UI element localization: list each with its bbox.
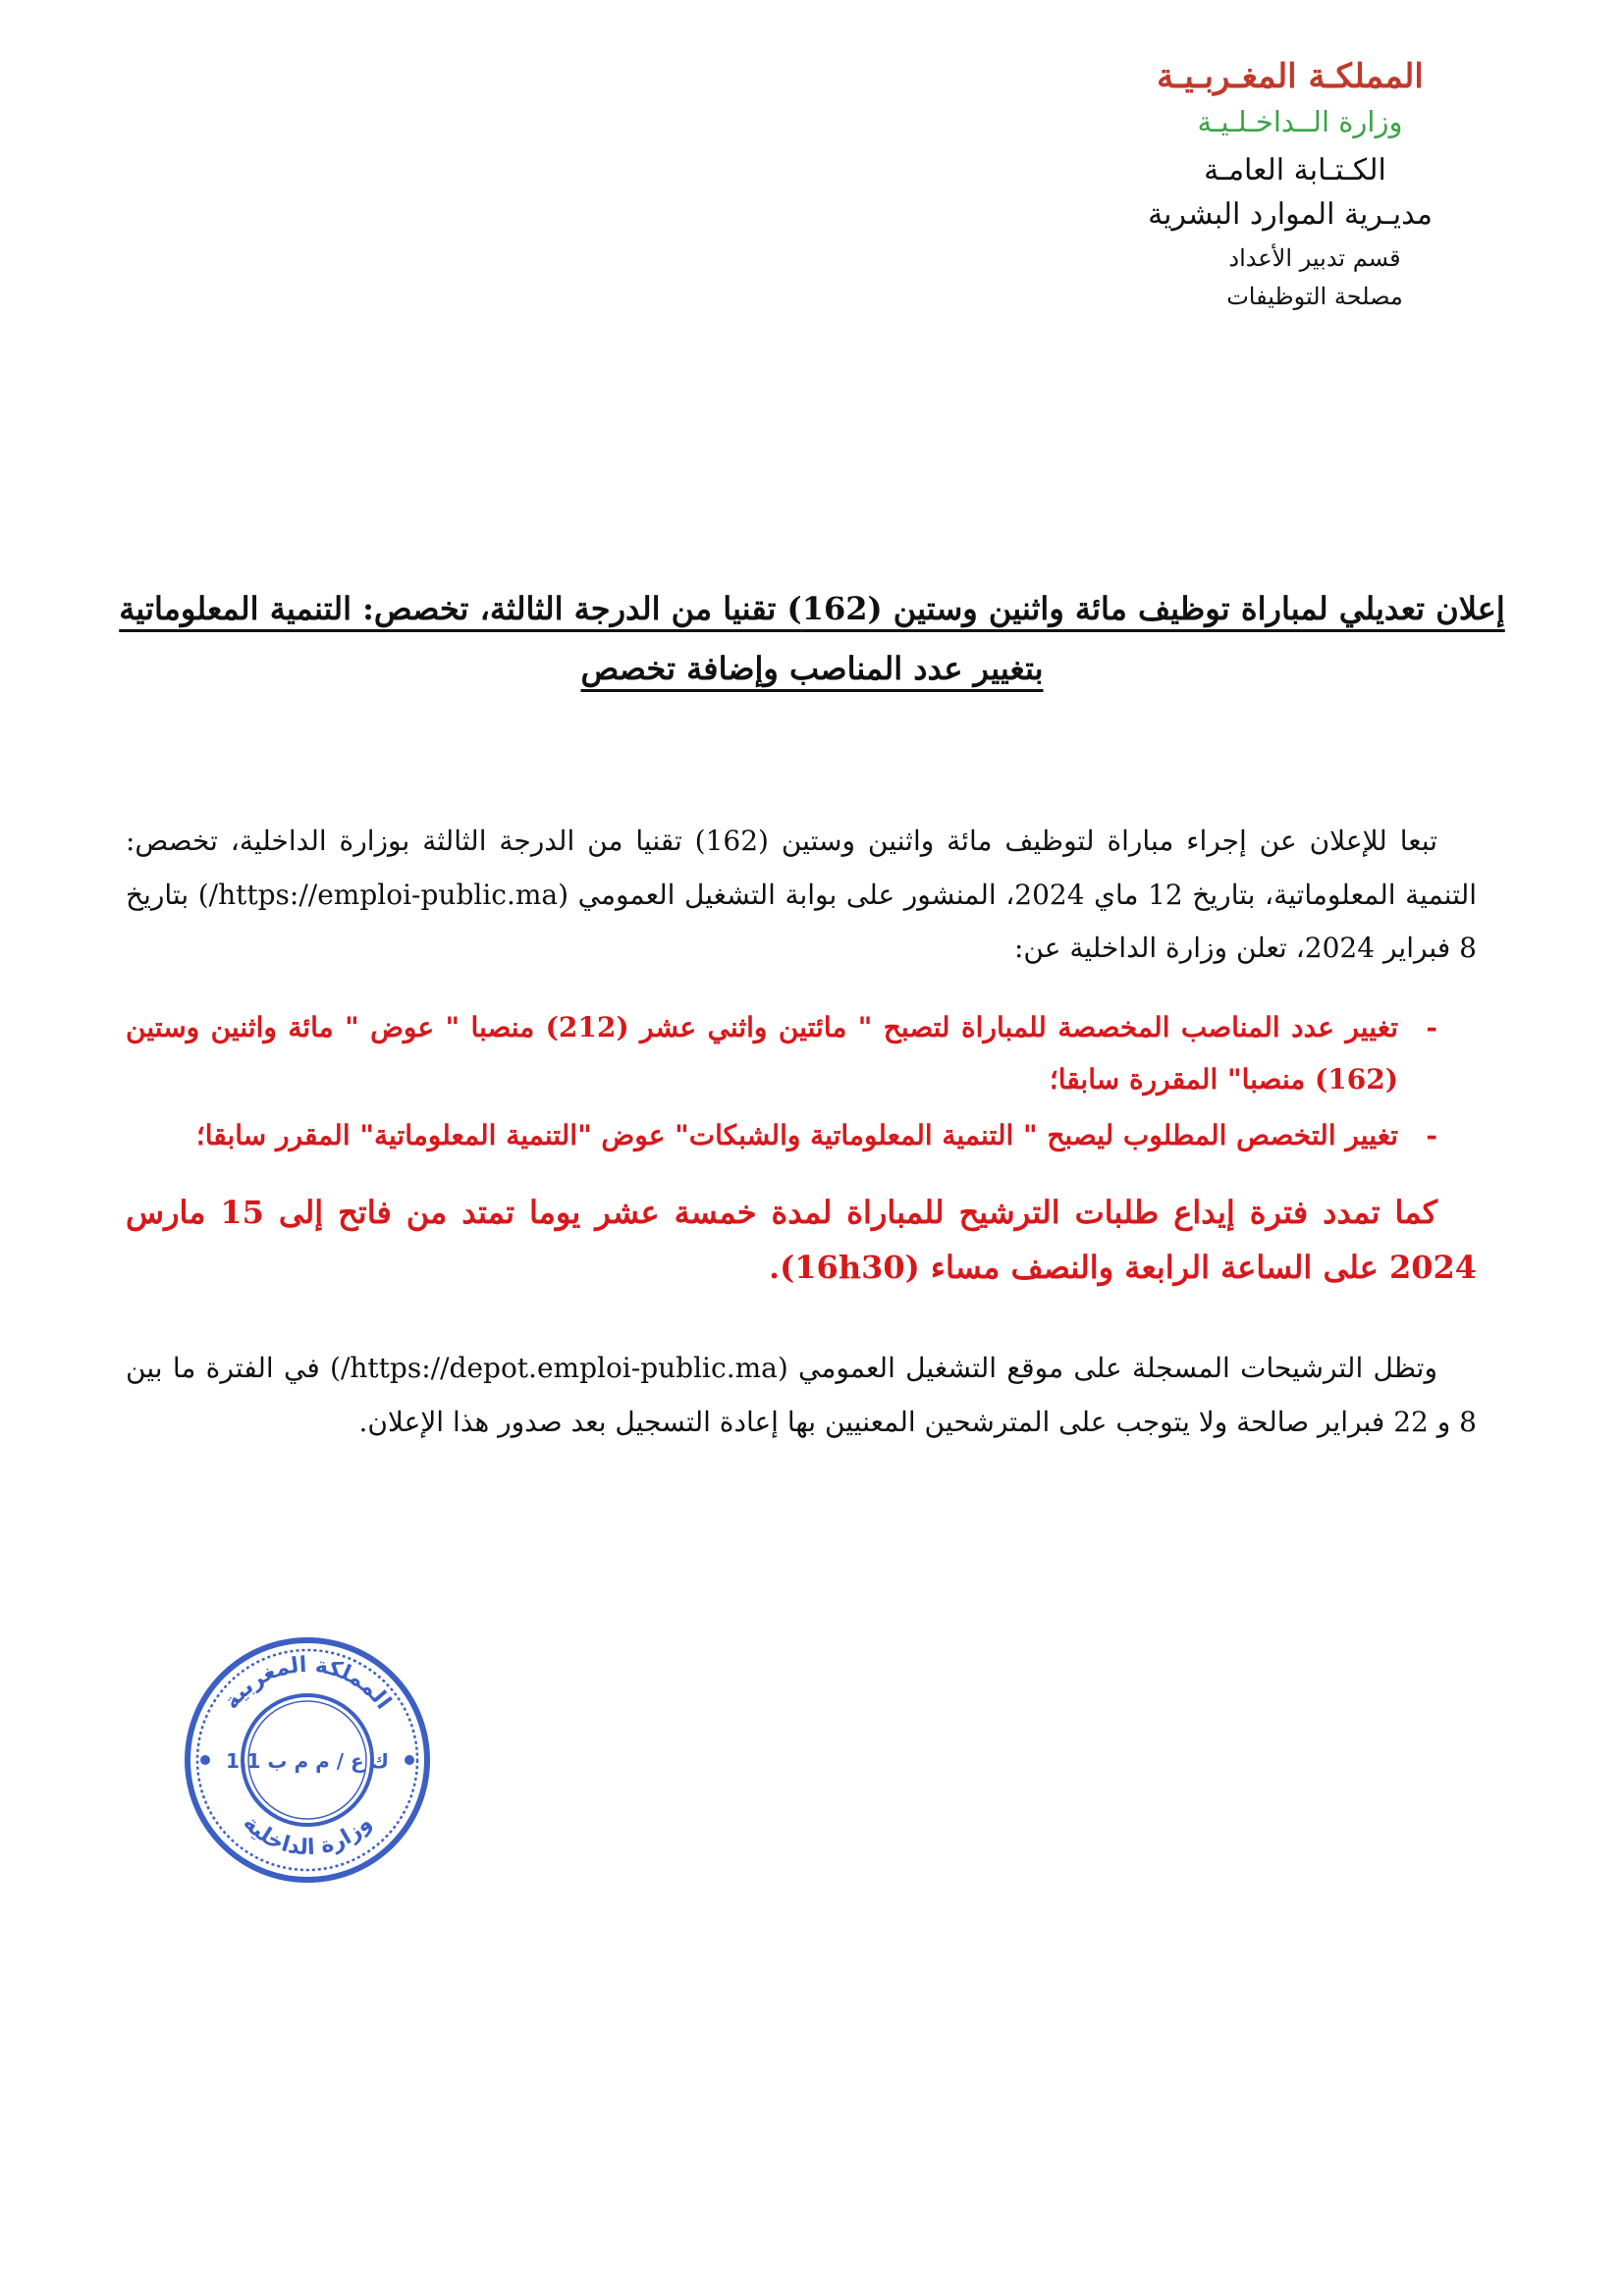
announcement-body <box>126 815 1477 1450</box>
division-name: قسم تدبير الأعداد <box>1228 243 1401 272</box>
secretariat-name: الكـتـابة العامـة <box>1204 152 1386 187</box>
svg-text:المملكة المغربية <box>219 1653 396 1714</box>
stamp-top-text: المملكة المغربية <box>219 1652 396 1715</box>
intro-paragraph: تبعا للإعلان عن إجراء مباراة لتوظيف مائة واثنين وستين (162) تقنيا من الدرجة الثالثة بوزارة الداخلية، تخصص: التنمية المعلوماتية، بتاريخ 12 ماي 2024، المنشور على بوابة التشغيل العمومي (https://emploi-public.ma/) بتاريخ 8 فبراير 2024، تعلن وزارة الداخلية عن: <box>126 825 1478 965</box>
list-item-text: تغيير التخصص المطلوب ليصبح " التنمية المعلوماتية والشبكات" عوض "التنمية المعلوماتية" المقرر سابقا؛ <box>195 1119 1398 1152</box>
list-item <box>126 1001 1437 1105</box>
list-item <box>126 1109 1437 1161</box>
title-line-1: إعلان تعديلي لمباراة توظيف مائة واثنين وستين (162) تقنيا من الدرجة الثالثة، تخصص: التنمية المعلوماتية <box>119 590 1505 627</box>
extension-paragraph: كما تمدد فترة إيداع طلبات الترشيح للمباراة لمدة خمسة عشر يوما تمتد من فاتح إلى 15 مارس 2024 على الساعة الرابعة والنصف مساء (16h30). <box>126 1194 1477 1287</box>
stamp-bottom-text: وزارة الداخلية <box>238 1810 377 1861</box>
kingdom-name: المملكـة المغـربـيـة <box>1157 57 1424 96</box>
list-item-text: تغيير عدد المناصب المخصصة للمباراة لتصبح " مائتين واثني عشر (212) منصبا " عوض " مائة واثنين وستين (162) منصبا" المقررة سابقا؛ <box>126 1010 1398 1095</box>
closing-paragraph: وتظل الترشيحات المسجلة على موقع التشغيل العمومي (https://depot.emploi-public.ma/) في الفترة ما بين 8 و 22 فبراير صالحة ولا يتوجب على المترشحين المعنيين بها إعادة التسجيل بعد صدور هذا الإعلان. <box>126 1352 1477 1438</box>
announcement-title <box>118 579 1506 699</box>
dash-bullet: - <box>1426 1010 1437 1043</box>
dash-bullet: - <box>1426 1119 1437 1152</box>
title-line-2: بتغيير عدد المناصب وإضافة تخصص <box>580 649 1044 687</box>
official-stamp <box>180 1632 435 1888</box>
letterhead <box>1104 55 1477 312</box>
directorate-name: مديـرية الموارد البشرية <box>1148 196 1433 232</box>
stamp-center-text: ك ع / م م ب 1.1 <box>226 1749 389 1773</box>
changes-list <box>126 1001 1477 1162</box>
service-name: مصلحة التوظيفات <box>1226 283 1403 311</box>
stamp-seal-icon <box>180 1632 435 1888</box>
ministry-name: وزارة الــداخـلـيـة <box>1197 105 1403 139</box>
